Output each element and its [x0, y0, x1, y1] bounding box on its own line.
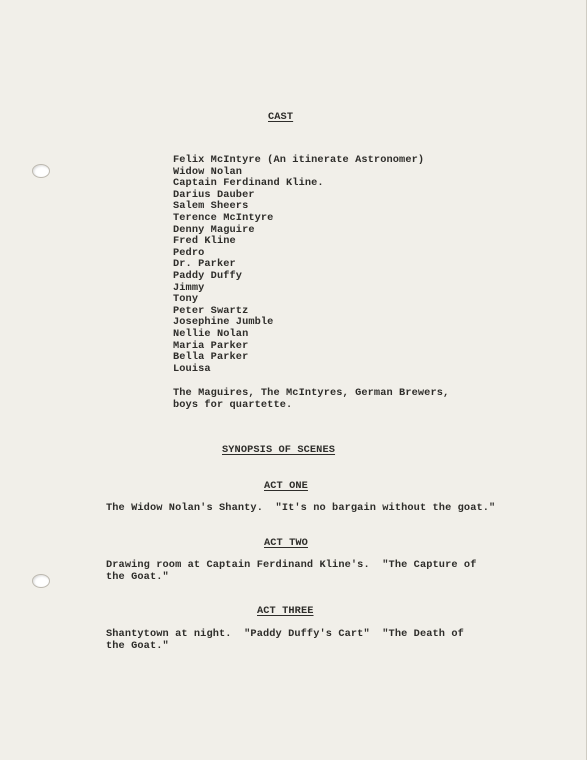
cast-member: Fred Kline — [173, 235, 236, 248]
cast-member: Bella Parker — [173, 351, 249, 364]
cast-list — [173, 155, 424, 375]
cast-member: Maria Parker — [173, 339, 249, 352]
cast-member: Denny Maguire — [173, 223, 255, 236]
act-one-title: ACT ONE — [264, 480, 308, 492]
cast-member: Salem Sheers — [173, 200, 249, 213]
cast-member: Terence McIntyre — [173, 211, 274, 224]
cast-heading: CAST — [268, 111, 294, 123]
act-three-title: ACT THREE — [257, 605, 314, 617]
punch-hole-top — [32, 164, 50, 178]
cast-member: Felix McIntyre (An itinerate Astronomer) — [173, 154, 425, 166]
punch-hole-bottom — [32, 574, 50, 588]
cast-member: Captain Ferdinand Kline. — [173, 177, 324, 190]
cast-member: Jimmy — [173, 281, 205, 294]
cast-member: Peter Swartz — [173, 304, 249, 317]
cast-member: Nellie Nolan — [173, 327, 249, 340]
cast-member: Pedro — [173, 246, 205, 259]
act-two-title: ACT TWO — [264, 537, 308, 549]
act-two-scene: Drawing room at Captain Ferdinand Kline's. "The Capture of the Goat." — [106, 559, 477, 583]
cast-member: Paddy Duffy — [173, 269, 243, 282]
cast-member: Josephine Jumble — [173, 316, 274, 329]
synopsis-heading: SYNOPSIS OF SCENES — [222, 444, 336, 456]
act-one-scene: The Widow Nolan's Shanty. "It's no bargain without the goat." — [106, 502, 496, 514]
act-three-scene: Shantytown at night. "Paddy Duffy's Cart" "The Death of the Goat." — [106, 628, 464, 652]
cast-member: Tony — [173, 293, 199, 306]
cast-member: Louisa — [173, 362, 211, 375]
cast-member: Widow Nolan — [173, 165, 243, 178]
cast-member: Darius Dauber — [173, 188, 255, 201]
cast-member: Dr. Parker — [173, 258, 236, 271]
cast-note: The Maguires, The McIntyres, German Brewers, boys for quartette. — [173, 387, 450, 411]
